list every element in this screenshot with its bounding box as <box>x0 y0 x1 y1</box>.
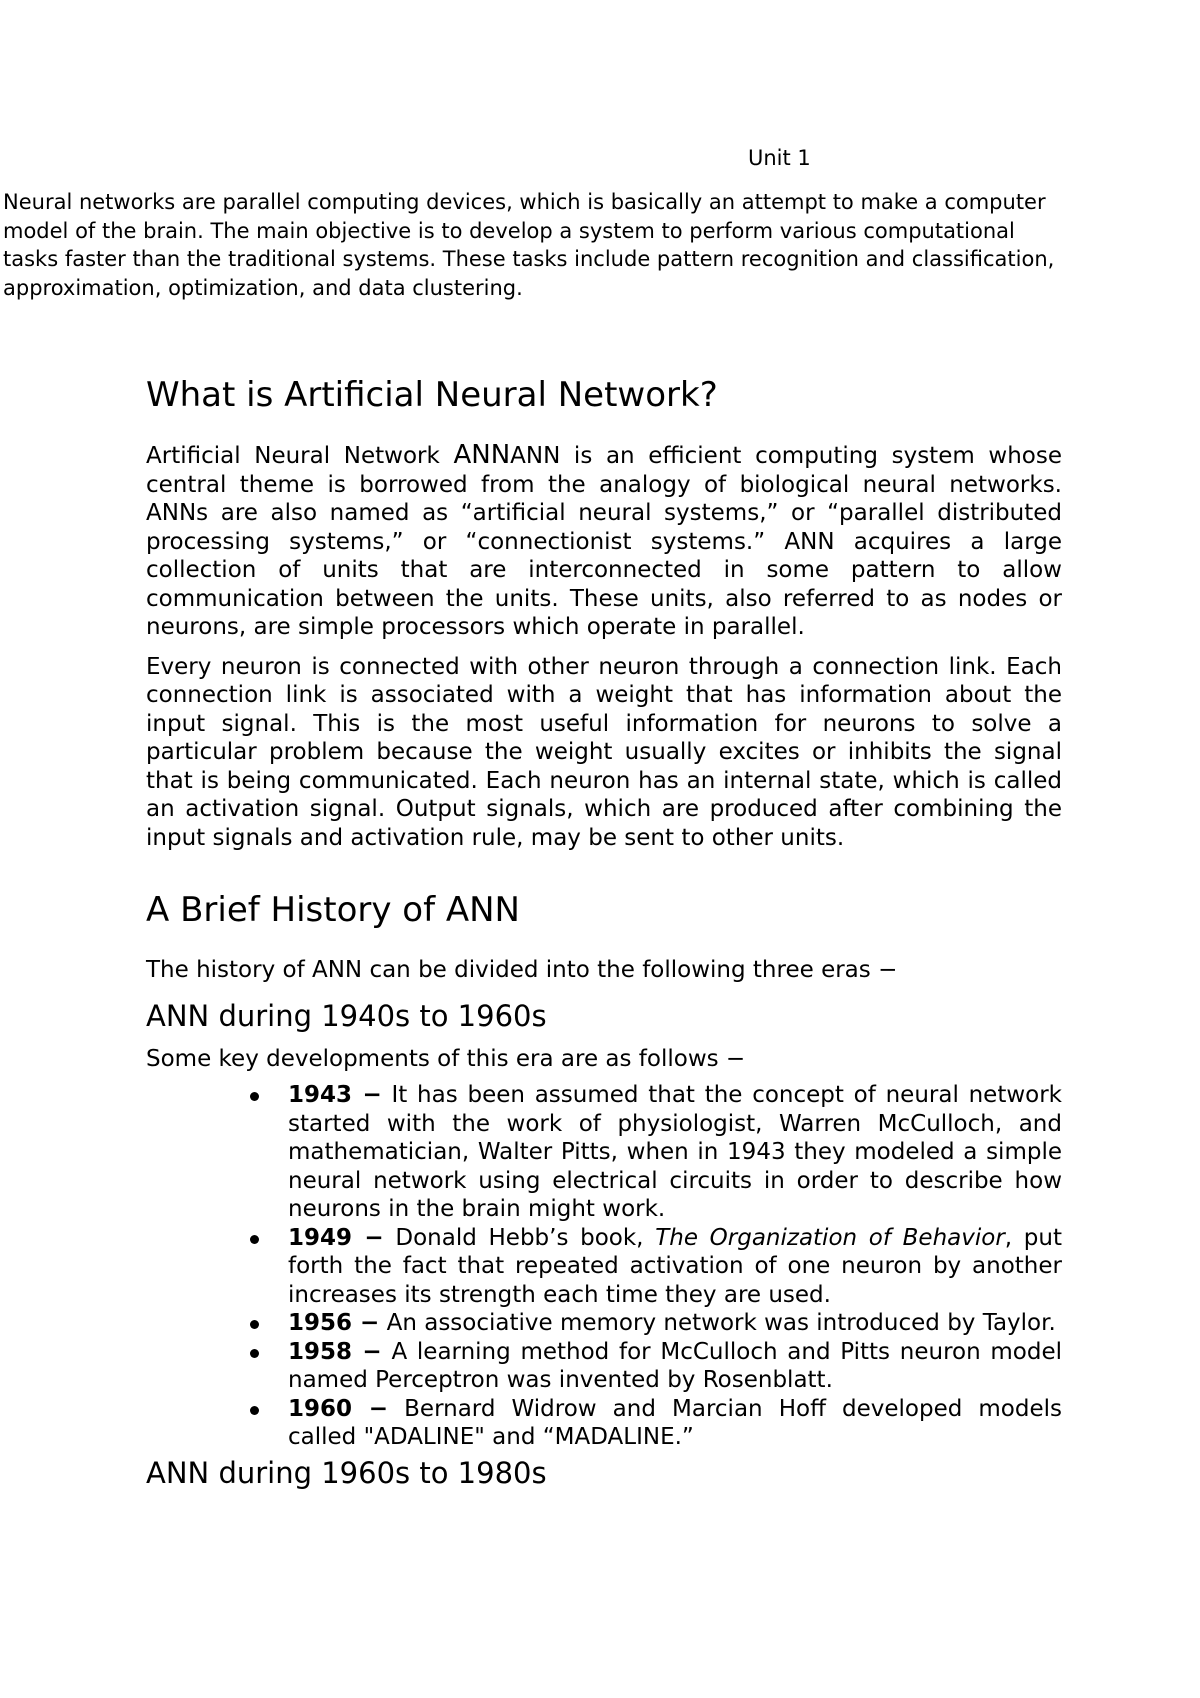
era1-intro: Some key developments of this era are as follows − <box>146 1045 746 1072</box>
list-item-1958 <box>288 1338 1062 1395</box>
list-item-text: Donald Hebb’s book, <box>383 1224 656 1251</box>
bullet-icon <box>250 1092 259 1101</box>
bullet-icon <box>250 1406 259 1415</box>
list-item-text: , put forth the fact that repeated activation of one neuron by another increases its strength each time they are used. <box>288 1224 1062 1308</box>
heading-brief-history: A Brief History of ANN <box>146 890 520 930</box>
list-item-text: Bernard Widrow and Marcian Hoff developed models called "ADALINE" and “MADALINE.” <box>288 1395 1062 1450</box>
ann-definition-body: ANN is an efficient computing system whose central theme is borrowed from the analogy of biological neural networks. ANNs are also named as “artificial neural systems,” or “parallel distributed processing systems,” or “connectionist systems.” ANN acquires a large collection of units that are interconnected in some pattern to allow communication between the units. These units, also referred to as nodes or neurons, are simple processors which operate in parallel. <box>146 443 1062 640</box>
era1-developments-list <box>288 1081 1062 1452</box>
list-item-1956 <box>288 1309 1062 1338</box>
list-item-year: 1949 − <box>288 1224 384 1251</box>
ann-large-text: ANN <box>453 440 511 470</box>
history-eras-intro: The history of ANN can be divided into the following three eras − <box>146 957 898 983</box>
list-item-text: An associative memory network was introduced by Taylor. <box>379 1310 1056 1336</box>
heading-era-1960s-1980s: ANN during 1960s to 1980s <box>146 1455 547 1490</box>
list-item-1949 <box>288 1224 1062 1310</box>
heading-era-1940s-1960s: ANN during 1940s to 1960s <box>146 998 547 1033</box>
unit-label: Unit 1 <box>748 146 811 170</box>
main-content <box>146 373 1062 1492</box>
list-item-text: It has been assumed that the concept of neural network started with the work of physiologist, Warren McCulloch, and mathematician, Walter Pitts, when in 1943 they modeled a simple neural network using electrical circuits in order to describe how neurons in the brain might work. <box>288 1082 1062 1222</box>
list-item-year: 1958 − <box>288 1338 382 1365</box>
list-item-text: A learning method for McCulloch and Pitts neuron model named Perceptron was invented by Rosenblatt. <box>288 1338 1063 1393</box>
bullet-icon <box>250 1320 259 1329</box>
list-item-year: 1943 − <box>288 1082 382 1108</box>
intro-paragraph: Neural networks are parallel computing devices, which is basically an attempt to make a computer model of the brain. The main objective is to develop a system to perform various computational tasks faster than the traditional systems. These tasks include pattern recognition and classification, approximation, optimization, and data clustering. <box>3 190 1055 300</box>
list-item-1943 <box>288 1081 1062 1224</box>
list-item-year: 1956 − <box>288 1310 380 1336</box>
list-item-1960 <box>288 1395 1062 1452</box>
ann-definition-paragraph <box>146 441 1062 642</box>
bullet-icon <box>250 1235 259 1244</box>
bullet-icon <box>250 1349 259 1358</box>
neuron-connection-paragraph: Every neuron is connected with other neuron through a connection link. Each connection link is associated with a weight that has information about the input signal. This is the most useful information for neurons to solve a particular problem because the weight usually excites or inhibits the signal that is being communicated. Each neuron has an internal state, which is called an activation signal. Output signals, which are produced after combining the input signals and activation rule, may be sent to other units. <box>146 653 1062 851</box>
book-title: The Organization of Behavior <box>655 1224 1005 1251</box>
heading-what-is-ann: What is Artificial Neural Network? <box>146 375 718 415</box>
ann-definition-prefix: Artificial Neural Network <box>146 443 454 469</box>
list-item-year: 1960 − <box>288 1395 389 1422</box>
